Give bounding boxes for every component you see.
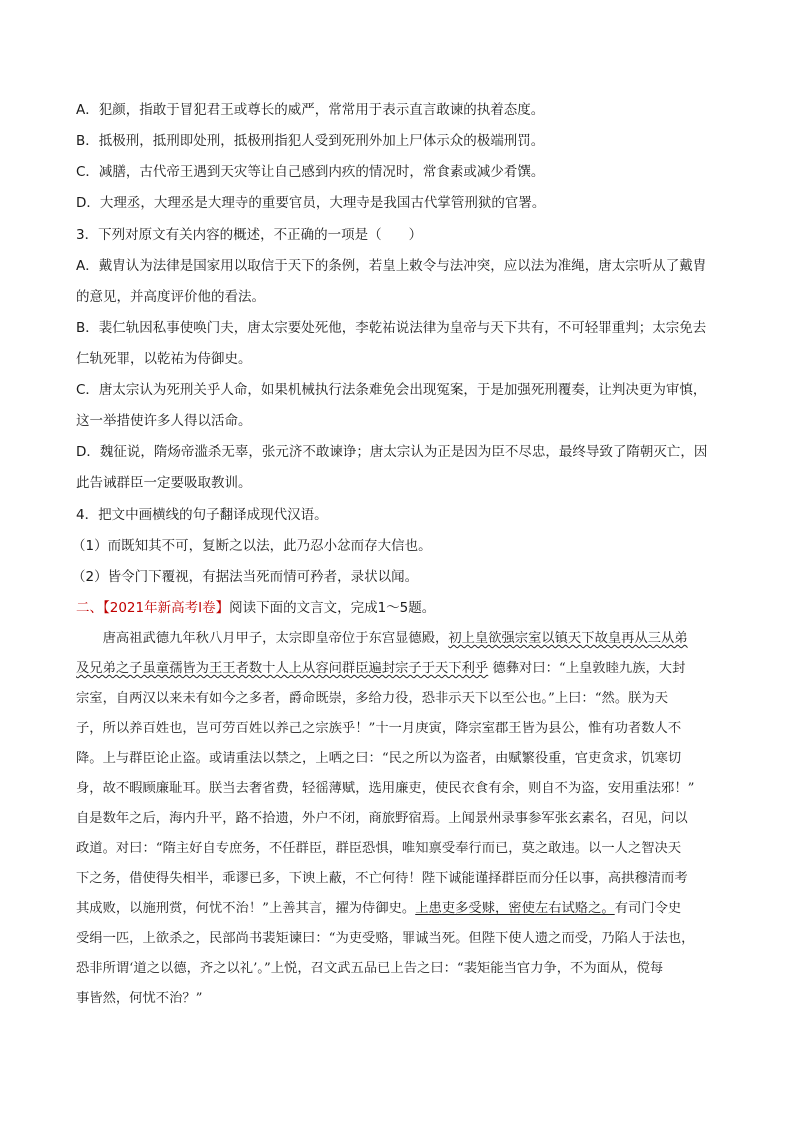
wavy-underlined-text: 初上皇欲强宗室以镇天下故皇再从三从弟	[448, 631, 688, 646]
passage-line: 下之务，借使得失相半，乖谬已多，下谀上蔽，不亡何待！陛下诚能谨择群臣而分任以事，高拱穆清而考	[76, 871, 688, 886]
passage-line: 恐非所谓‘道之以德，齐之以礼’。”上悦，召文武五品已上告之曰：“裴矩能当官力争，不为面从，傥每	[76, 961, 664, 976]
option-b-q2: B．抵极刑，抵刑即处刑，抵极刑指犯人受到死刑外加上尸体示众的极端刑罚。	[76, 133, 545, 149]
passage-line: 降。上与群臣论止盗。或请重法以禁之，上哂之曰：“民之所以为盗者，由赋繁役重，官吏贪求，饥寒切	[76, 751, 682, 766]
passage-line: 政道。对曰：“隋主好自专庶务，不任群臣，群臣恐惧，唯知禀受奉行而已，莫之敢违。以一人之智决天	[76, 841, 682, 856]
q3-line: 这一举措使许多人得以活命。	[76, 413, 252, 429]
q4-item: （2）皆令门下覆视，有据法当死而情可矜者，录状以闻。	[72, 569, 419, 585]
option-c-q2: C．减膳，古代帝王遇到天灾等让自己感到内疚的情况时，常食素或减少肴馔。	[76, 164, 545, 180]
passage-line: 子，所以养百姓也，岂可劳百姓以养己之宗族乎！”十一月庚寅，降宗室郡王皆为县公，惟有功者数人不	[76, 721, 682, 736]
q3-line: 仁轨死罪，以乾祐为侍御史。	[76, 351, 252, 367]
wavy-underlined-text: 及兄弟之子虽童孺皆为王王者数十人上从容问群臣遍封宗子于天下利乎	[76, 661, 489, 676]
q3-line: 的意见，并高度评价他的看法。	[76, 289, 265, 305]
q4-item: （1）而既知其不可，复断之以法，此乃忍小忿而存大信也。	[72, 538, 432, 554]
passage-line: 宗室，自两汉以来未有如今之多者，爵命既崇，多给力役，恐非示天下以至公也。”上曰：“然。朕为天	[76, 691, 669, 706]
question-4-stem: 4．把文中画横线的句子翻译成现代汉语。	[76, 507, 328, 523]
passage-line: 自是数年之后，海内升平，路不拾遗，外户不闭，商旅野宿焉。上闻景州录事参军张玄素名，召见，问以	[76, 811, 688, 826]
section-2-heading	[76, 599, 435, 617]
section-instruction: 阅读下面的文言文，完成1～5题。	[229, 600, 436, 616]
passage-line: 事皆然，何忧不治？”	[76, 991, 203, 1006]
passage-line: 身，故不暇顾廉耻耳。朕当去奢省费，轻徭薄赋，选用廉吏，使民衣食有余，则自不为盗，安用重法邪！”	[76, 781, 695, 796]
passage-line: 唐高祖武德九年秋八月甲子，太宗即皇帝位于东宫显德殿，初上皇欲强宗室以镇天下故皇再从三从弟	[76, 631, 688, 646]
q3-line: D．魏征说，隋炀帝滥杀无辜，张元济不敢谏诤；唐太宗认为正是因为臣不尽忠，最终导致了隋朝灭亡，因	[76, 444, 708, 460]
passage-line: 及兄弟之子虽童孺皆为王王者数十人上从容问群臣遍封宗子于天下利乎 德彝对曰：“上皇敦睦九族，大封	[76, 661, 686, 676]
question-3-stem: 3．下列对原文有关内容的概述，不正确的一项是（ ）	[76, 227, 423, 243]
option-a-q2: A．犯颜，指敢于冒犯君王或尊长的威严，常常用于表示直言敢谏的执着态度。	[76, 102, 545, 118]
q3-line: 此告诫群臣一定要吸取教训。	[76, 475, 252, 491]
q3-line: A．戴胄认为法律是国家用以取信于天下的条例，若皇上敕令与法冲突，应以法为准绳，唐太宗听从了戴胄	[76, 258, 707, 274]
q3-line: B．裴仁轨因私事使唤门夫，唐太宗要处死他，李乾祐说法律为皇帝与天下共有，不可轻罪重判；太宗免去	[76, 320, 707, 336]
exam-source-tag: 【2021年新高考Ⅰ卷】	[103, 600, 230, 616]
passage-line: 受绢一匹，上欲杀之，民部尚书裴矩谏曰：“为吏受赂，罪诚当死。但陛下使人遗之而受，乃陷人于法也，	[76, 931, 695, 946]
section-number: 二、	[76, 600, 103, 616]
underlined-sentence: 上患吏多受赇，密使左右试赂之。	[415, 901, 615, 916]
option-d-q2: D．大理丞，大理丞是大理寺的重要官员，大理寺是我国古代掌管刑狱的官署。	[76, 195, 546, 211]
passage-line: 其成败，以施刑赏，何忧不治！”上善其言，擢为侍御史。上患吏多受赇，密使左右试赂之。有司门令史	[76, 901, 682, 916]
q3-line: C．唐太宗认为死刑关乎人命，如果机械执行法条难免会出现冤案，于是加强死刑覆奏，让判决更为审慎，	[76, 382, 707, 398]
